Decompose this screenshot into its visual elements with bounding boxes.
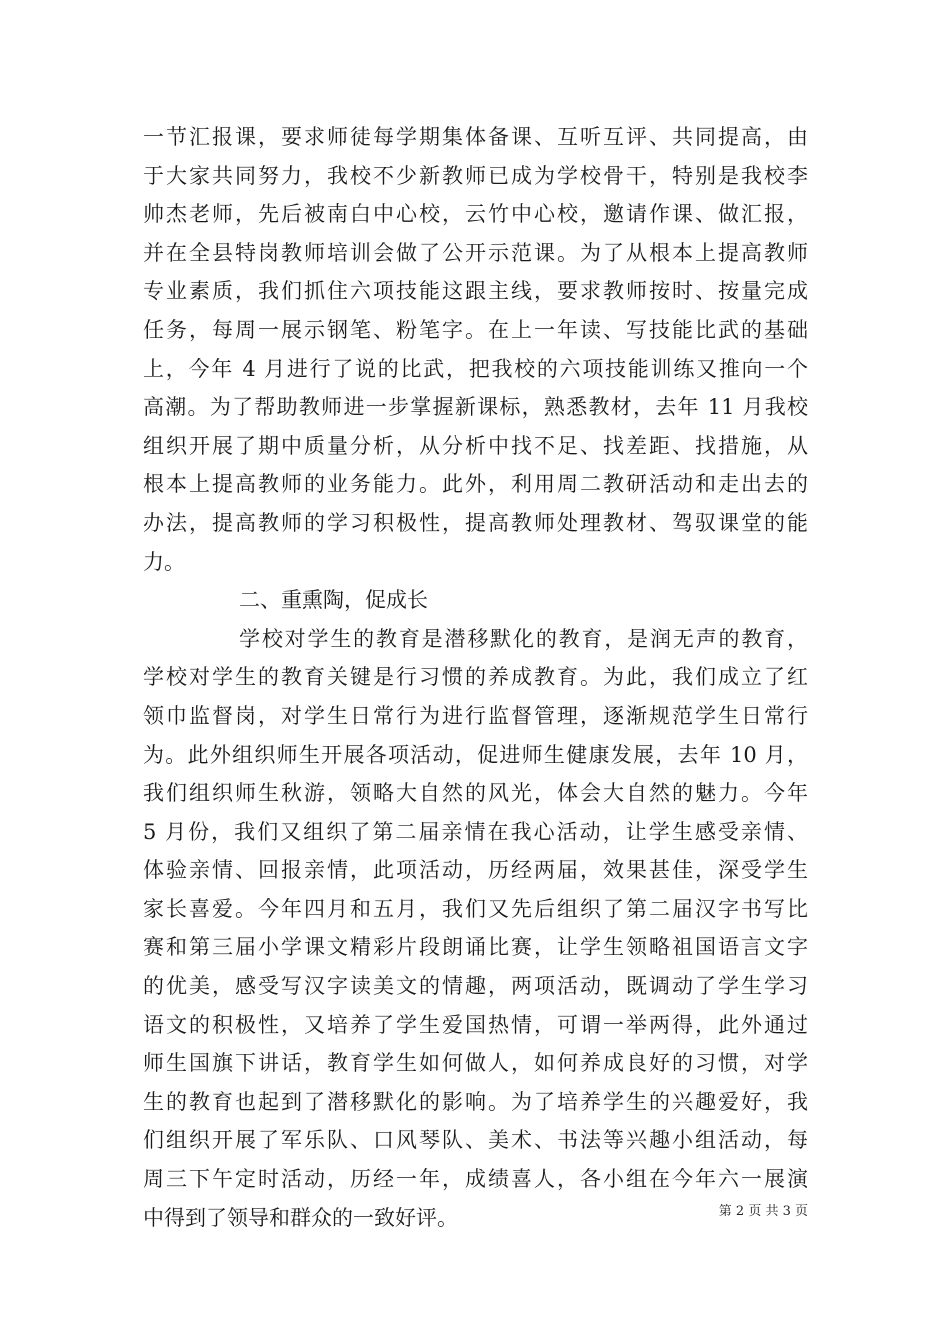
text-line: 并在全县特岗教师培训会做了公开示范课。为了从根本上提高教师 — [143, 240, 808, 265]
section-heading: 二、重熏陶，促成长 — [239, 588, 428, 613]
text-line: 我们组织师生秋游，领略大自然的风光，体会大自然的魅力。今年 — [143, 781, 808, 806]
text-line: 根本上提高教师的业务能力。此外，利用周二教研活动和走出去的 — [143, 472, 808, 497]
text-line: 上，今年 4 月进行了说的比武，把我校的六项技能训练又推向一个 — [143, 356, 808, 381]
text-line: 们组织开展了军乐队、口风琴队、美术、书法等兴趣小组活动，每 — [143, 1128, 808, 1153]
text-line: 生的教育也起到了潜移默化的影响。为了培养学生的兴趣爱好，我 — [143, 1089, 808, 1114]
text-line: 高潮。为了帮助教师进一步掌握新课标，熟悉教材，去年 11 月我校 — [143, 395, 808, 420]
text-line: 中得到了领导和群众的一致好评。 — [143, 1205, 458, 1230]
text-line: 力。 — [143, 549, 185, 574]
text-line: 语文的积极性，又培养了学生爱国热情，可谓一举两得，此外通过 — [143, 1012, 808, 1037]
text-line: 任务，每周一展示钢笔、粉笔字。在上一年读、写技能比武的基础 — [143, 317, 808, 342]
page-number-footer: 第 2 页 共 3 页 — [718, 1204, 808, 1219]
text-line: 的优美，感受写汉字读美文的情趣，两项活动，既调动了学生学习 — [143, 974, 808, 999]
text-line: 师生国旗下讲话，教育学生如何做人，如何养成良好的习惯，对学 — [143, 1051, 808, 1076]
text-line: 组织开展了期中质量分析，从分析中找不足、找差距、找措施，从 — [143, 433, 808, 458]
text-line: 为。此外组织师生开展各项活动，促进师生健康发展，去年 10 月， — [143, 742, 808, 767]
text-line: 学校对学生的教育关键是行习惯的养成教育。为此，我们成立了红 — [143, 665, 808, 690]
text-line: 专业素质，我们抓住六项技能这跟主线，要求教师按时、按量完成 — [143, 279, 808, 304]
text-line: 一节汇报课，要求师徒每学期集体备课、互听互评、共同提高，由 — [143, 125, 808, 149]
text-line: 办法，提高教师的学习积极性，提高教师处理教材、驾驭课堂的能 — [143, 510, 808, 535]
text-line: 学校对学生的教育是潜移默化的教育，是润无声的教育， — [239, 626, 808, 651]
paragraph-student-cultivation — [143, 620, 808, 1238]
text-line: 周三下午定时活动，历经一年，成绩喜人，各小组在今年六一展演 — [143, 1167, 808, 1192]
document-body — [143, 118, 808, 1237]
text-line: 于大家共同努力，我校不少新教师已成为学校骨干，特别是我校李 — [143, 163, 808, 188]
text-line: 帅杰老师，先后被南白中心校，云竹中心校，邀请作课、做汇报， — [143, 202, 808, 227]
text-line: 赛和第三届小学课文精彩片段朗诵比赛，让学生领略祖国语言文字 — [143, 935, 808, 960]
text-line: 体验亲情、回报亲情，此项活动，历经两届，效果甚佳，深受学生 — [143, 858, 808, 883]
text-line: 领巾监督岗，对学生日常行为进行监督管理，逐渐规范学生日常行 — [143, 703, 808, 728]
paragraph-teacher-training — [143, 118, 808, 581]
text-line: 家长喜爱。今年四月和五月，我们又先后组织了第二届汉字书写比 — [143, 896, 808, 921]
text-line: 5 月份，我们又组织了第二届亲情在我心活动，让学生感受亲情、 — [143, 819, 808, 844]
